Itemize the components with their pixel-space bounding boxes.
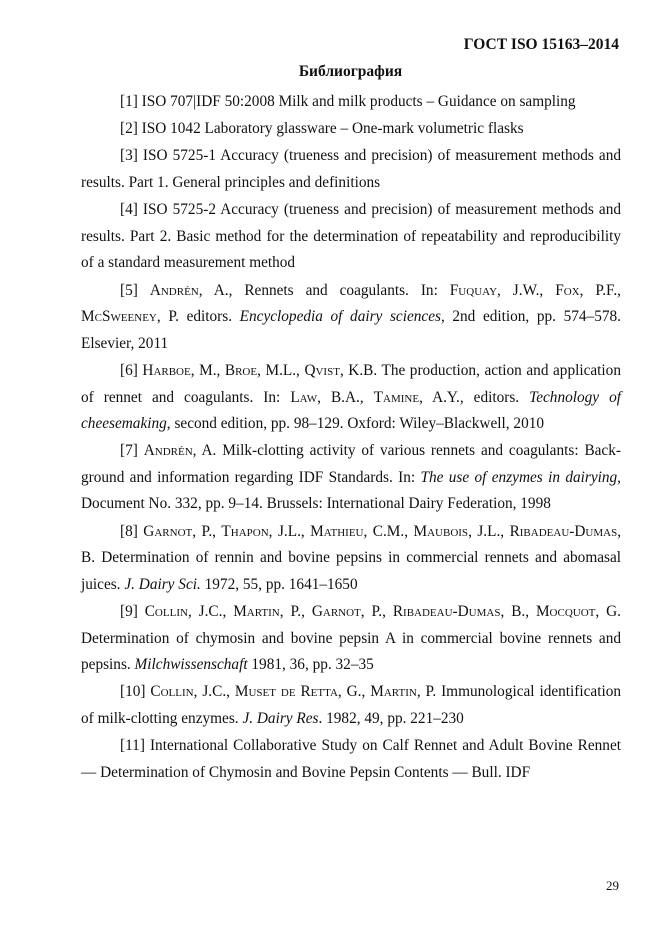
author-name: McSweeney bbox=[81, 308, 157, 326]
author-name: Collin bbox=[150, 683, 194, 701]
section-title: Библиография bbox=[298, 63, 403, 80]
reference-text: , P. Immunological identification of milk-clotting enzymes. bbox=[81, 683, 622, 727]
author-name: Collin bbox=[144, 603, 188, 621]
reference-text: , P., bbox=[279, 603, 312, 621]
reference-text: [6] bbox=[120, 361, 143, 379]
reference-text: , G. Determination of chymosin and bovine pepsin A in commercial bovine rennets and pepsins. bbox=[81, 603, 621, 674]
reference-text: [3] ISO 5725-1 Accuracy (trueness and precision) of measurement methods and results. Part 1. General principles and definitions bbox=[81, 147, 621, 191]
reference-text: [1] ISO 707|IDF 50:2008 Milk and milk products – Guidance on sampling bbox=[120, 93, 576, 110]
reference-text: [11] International Collaborative Study on Calf Rennet and Adult Bovine Rennet — Determination of Chymosin and Bovine Pepsin Contents — Bull. IDF bbox=[81, 737, 621, 781]
reference-text: , 2nd edition, pp. 574–578. Elsevier, 2011 bbox=[81, 308, 621, 352]
reference-item bbox=[81, 278, 621, 358]
author-name: Fuquay bbox=[449, 281, 498, 299]
reference-text: , A.Y., editors. bbox=[419, 388, 530, 406]
bibliography-list bbox=[81, 89, 621, 787]
reference-item bbox=[81, 143, 621, 196]
author-name: Andrén bbox=[149, 281, 199, 299]
reference-text: , J.L., bbox=[468, 522, 510, 540]
reference-text: 1981, 36, pp. 32–35 bbox=[247, 656, 374, 674]
publication-title: The use of enzymes in dairying, bbox=[420, 468, 621, 486]
reference-text: , P., bbox=[192, 522, 222, 540]
author-name: Andrén bbox=[143, 442, 193, 460]
reference-text: , B. Determination of rennin and bovine pepsins in commercial rennets and abomasal juices. bbox=[81, 522, 622, 593]
reference-text: , J.C., bbox=[187, 603, 234, 621]
author-name: Martin bbox=[233, 603, 280, 621]
publication-title: Encyclopedia of dairy sciences bbox=[239, 308, 441, 326]
publication-title: J. Dairy Res bbox=[242, 710, 319, 727]
reference-text: , K.B. The production, action and application of rennet and coagulants. In: bbox=[81, 361, 621, 406]
author-name: Broe bbox=[224, 361, 258, 379]
reference-text: 1972, 55, pp. 1641–1650 bbox=[200, 575, 358, 593]
author-name: Qvist bbox=[304, 361, 340, 379]
author-name: Martin bbox=[370, 683, 417, 701]
author-name: Garnot bbox=[143, 522, 193, 540]
reference-text: , B.A., bbox=[317, 388, 374, 406]
reference-text: , second edition, pp. 98–129. Oxford: Wiley–Blackwell, 2010 bbox=[166, 415, 545, 433]
reference-item bbox=[81, 89, 621, 116]
reference-text: [5] bbox=[120, 281, 150, 299]
page-number: 29 bbox=[606, 878, 619, 893]
author-name: Law bbox=[290, 388, 318, 406]
author-name: Harboe bbox=[142, 361, 191, 379]
author-name: Maubois bbox=[413, 522, 469, 540]
reference-text: , P. editors. bbox=[156, 308, 240, 326]
reference-text: [4] ISO 5725-2 Accuracy (trueness and precision) of measurement methods and results. Part 2. Basic method for the determination of repeatability and reproducibility of a standard measurement method bbox=[81, 201, 621, 272]
reference-item bbox=[81, 733, 621, 786]
author-name: Muset de Retta bbox=[234, 683, 338, 701]
reference-text: [8] bbox=[120, 522, 144, 540]
publication-title: Milchwissenschaft bbox=[134, 656, 248, 674]
reference-text: , M., bbox=[190, 361, 225, 379]
reference-text: , C.M., bbox=[363, 522, 414, 540]
publication-title: Technology of cheesemaking bbox=[81, 388, 621, 433]
reference-item bbox=[81, 197, 621, 277]
reference-text: , P., bbox=[360, 603, 393, 621]
reference-item bbox=[81, 358, 621, 438]
reference-text: , P.F., bbox=[579, 281, 621, 299]
reference-item bbox=[81, 116, 621, 143]
publication-title: J. Dairy Sci. bbox=[124, 575, 201, 593]
reference-text: , M.L., bbox=[257, 361, 305, 379]
author-name: Ribadeau-Dumas bbox=[509, 522, 618, 540]
reference-item bbox=[81, 438, 621, 518]
reference-text: Document No. 332, pp. 9–14. Brussels: International Dairy Federation, 1998 bbox=[81, 495, 551, 513]
author-name: Garnot bbox=[311, 603, 361, 621]
reference-item bbox=[81, 519, 621, 599]
document-header: ГОСТ ISO 15163–2014 bbox=[463, 36, 619, 53]
reference-text: [2] ISO 1042 Laboratory glassware – One-mark volumetric flasks bbox=[120, 120, 524, 138]
reference-item bbox=[81, 679, 621, 732]
author-name: Thapon bbox=[221, 522, 269, 540]
reference-text: [10] bbox=[120, 683, 151, 701]
reference-text: , J.L., bbox=[268, 522, 311, 540]
reference-text: , B., bbox=[500, 603, 536, 621]
reference-text: [9] bbox=[120, 603, 145, 621]
author-name: Ribadeau-Dumas bbox=[392, 603, 501, 621]
author-name: Mocquot bbox=[535, 603, 596, 621]
author-name: Fox bbox=[555, 281, 580, 299]
reference-item bbox=[81, 599, 621, 679]
author-name: Tamine bbox=[373, 388, 420, 406]
reference-text: . 1982, 49, pp. 221–230 bbox=[318, 710, 464, 727]
reference-text: [7] bbox=[120, 442, 144, 460]
reference-text: , A., Rennets and coagulants. In: bbox=[198, 281, 450, 299]
reference-text: , J.C., bbox=[193, 683, 235, 701]
reference-text: , G., bbox=[337, 683, 371, 701]
reference-text: , J.W., bbox=[497, 281, 556, 299]
reference-text: , A. Milk-clotting activity of various rennets and coagulants: Background and information regarding IDF Standards. In: bbox=[81, 442, 621, 486]
author-name: Mathieu bbox=[310, 522, 364, 540]
